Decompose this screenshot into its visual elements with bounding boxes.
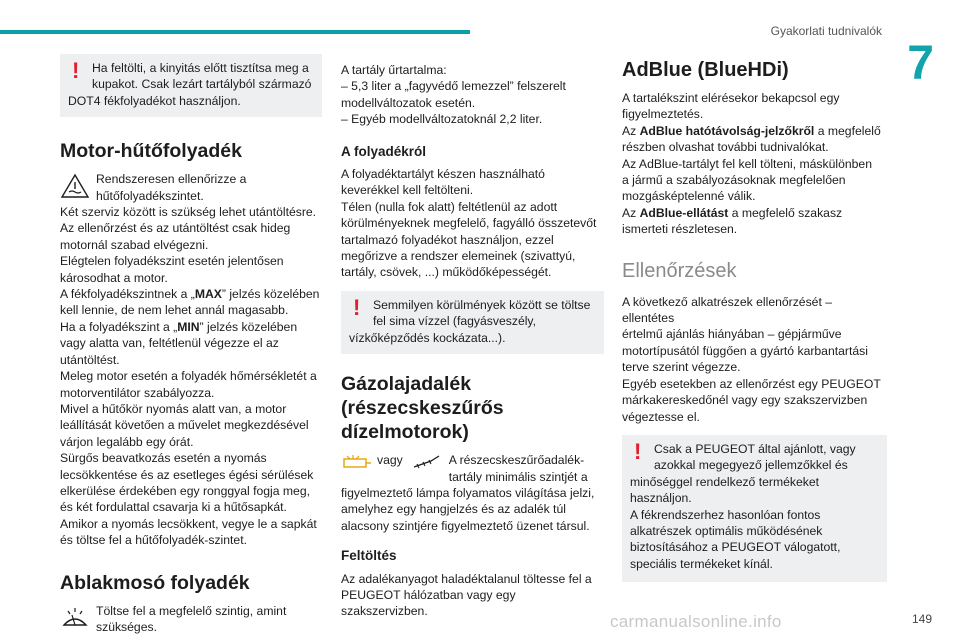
text-span: Az [622,205,640,220]
text-line: Sürgős beavatkozás esetén a nyomás [60,451,267,466]
text-span: Ha a folyadékszint a „ [60,319,178,334]
text-line: értelmű ajánlás hiányában – gépjárműve [622,327,842,342]
text-line: tartály minimális szintjét a [448,469,588,484]
text-line: a jármű a szabályozásoknak megfelelően [622,173,846,188]
max-mark: MAX [194,287,222,302]
text-span: Az [622,123,640,138]
warning-line: fel sima vízzel (fagyásveszély, [373,314,537,329]
text-line: Az adalékanyagot haladéktalanul töltesse fel a [341,571,592,586]
text-line: márkakereskedőnél vagy egy szakszervizben [622,393,868,408]
column-2 [341,54,604,620]
warning-line: kupakot. Csak lezárt tartályból származó [92,77,312,92]
text-line: motorventilátor szabályozza. [60,385,215,400]
text-line [622,205,887,221]
heading-washer-fluid: Ablakmosó folyadék [60,571,250,594]
column-1 [60,54,322,635]
warning-line: Semmilyen körülmények között se töltse [373,297,591,312]
text-line: A folyadéktartályt készen használható [341,167,545,182]
warning-line: DOT4 fékfolyadékot használjon. [68,93,241,108]
heading-line: Gázolajadalék [341,373,472,396]
coolant-note [60,171,322,204]
warning-line: használjon. [630,491,692,506]
warning-icon: ! [353,294,361,320]
text-line: modellváltozatok esetén. [341,95,476,110]
additive-note [341,452,604,485]
section-title: Gyakorlati tudnivalók [770,24,882,38]
coolant-warning-icon [60,173,90,199]
warning-line: biztosításához a PEUGEOT válogatott, [630,540,841,555]
warning-line: Csak a PEUGEOT által ajánlott, vagy [654,441,856,456]
chapter-number: 7 [907,37,934,90]
heading-line: dízelmotorok) [341,421,469,444]
text-span: A fékfolyadékszintnek a „ [60,287,195,302]
text-line: Mivel a hűtőkör nyomás alatt van, a motor [60,401,287,416]
text-line: elkerülése érdekében egy ronggyal fogja meg, [60,483,311,498]
heading-refill: Feltöltés [341,548,397,564]
text-line [60,286,322,302]
text-line: A részecskeszűrőadalék- [448,453,585,468]
text-line: Az AdBlue-tartályt fel kell tölteni, máskülönben [622,156,872,171]
heading-checks: Ellenőrzések [622,259,737,282]
text-line: A tartalékszint elérésekor bekapcsol egy [622,91,840,105]
adblue-supply-ref: AdBlue-ellátást [639,205,729,220]
text-span: ” jelzés közelében [221,287,320,302]
washer-fluid-icon [60,605,90,631]
text-line: Télen (nulla fok alatt) feltétlenül az adott [341,199,558,214]
column-3 [622,54,887,582]
text-line: A tartály űrtartalma: [341,63,447,77]
text-line: károsodhat a motor. [60,270,168,285]
warning-line: speciális termékeket kínál. [630,556,773,571]
text-line: keverékkel kell feltölteni. [341,183,474,198]
warning-box-brake-fluid [60,54,322,117]
warning-line: azokkal megegyező jellemzőkkel és [654,458,848,473]
text-line: megőrizve a rendszer elemeinek (szivattyú, [341,249,576,264]
text-line: tartály, csövek, ...) működőképességét. [341,265,552,280]
heading-adblue: AdBlue (BlueHDi) [622,59,789,81]
warning-icon: ! [634,438,642,464]
text-line: Egyéb esetekben az ellenőrzést egy PEUGEOT [622,376,881,391]
text-line: várjon legalább egy órát. [60,434,194,449]
text-line: motornál szabad elvégezni. [60,237,209,252]
text-line: ismerteti részletesen. [622,222,738,237]
text-line: szükséges. [96,619,157,634]
text-line: terve szerint végezze. [622,360,741,375]
warning-line: minőséggel rendelkező termékeket [630,474,820,489]
text-line: – Egyéb modellváltozatoknál 2,2 liter. [341,112,543,127]
text-line: körülményeknek megfelelő, fagyálló összetevőt [341,216,597,231]
warning-line: alkatrészek optimális működésének [630,523,823,538]
heading-about-fluid: A folyadékról [341,143,427,159]
text-line: kell lennie, de nem lehet annál magasabb. [60,303,289,318]
text-line: és két fordulattal csavarja ki a hűtősapkát. [60,500,287,515]
watermark: carmanualsonline.info [610,612,782,631]
warning-icon: ! [72,58,80,83]
text-line: leállítását követően a művelet megkezdésével [60,418,309,433]
or-label: vagy [377,453,403,468]
text-line [60,319,322,335]
text-line: Az ellenőrzést és az utántöltést csak hideg [60,221,291,236]
text-line: vagy alatta van, feltétlenül végezze el az [60,336,279,351]
text-line: A következő alkatrészek ellenőrzését – ellentétes [622,294,833,326]
text-line: Meleg motor esetén a folyadék hőmérsékletét a [60,369,317,384]
adblue-range-ref: AdBlue hatótávolság-jelzőkről [639,123,815,138]
text-line: figyelmeztetés. [622,107,704,122]
text-line: részben olvashat további tudnivalókat. [622,140,829,155]
text-line: figyelmeztető lámpa folyamatos világítása jelzi, [341,485,595,500]
header-bar [0,30,470,34]
additive-warning-icon-1 [341,452,373,472]
text-line: Amikor a nyomás lecsökkent, vegye le a sapkát [60,516,317,531]
text-line: Két szerviz között is szükség lehet utántöltésre. [60,205,317,220]
text-line: Rendszeresen ellenőrizze a [96,172,247,187]
heading-motor-coolant: Motor-hűtőfolyadék [60,140,242,163]
warning-box-products [622,435,887,582]
text-line: tartalmazó folyadékot használjon, ezzel [341,232,554,247]
text-line: Elégtelen folyadékszint esetén jelentősen [60,254,284,269]
text-span: a megfelelő [814,123,881,138]
text-span: ” jelzés közelében [199,319,298,334]
text-line: végeztesse el. [622,409,700,424]
washer-note [60,603,322,636]
text-line: hűtőfolyadékszintet. [96,188,204,203]
text-line: utántöltést. [60,352,120,367]
warning-line: vízkőképződés kockázata...). [349,330,506,345]
text-line: alacsony szintjére figyelmeztető üzenet társul. [341,518,590,533]
text-line [622,123,887,139]
warning-line: A fékrendszerhez hasonlóan fontos [630,507,821,522]
text-line: PEUGEOT hálózatban vagy egy szakszervizben. [341,587,516,619]
text-line: és töltse fel a hűtőfolyadék-szintet. [60,533,247,548]
min-mark: MIN [177,319,200,334]
warning-line: Ha feltölti, a kinyitás előtt tisztítsa meg a [92,61,309,75]
text-line: – 5,3 liter a „fagyvédő lemezzel” felszerelt [341,79,566,94]
heading-line: (részecskeszűrős [341,397,504,420]
text-span: a megfelelő szakasz [728,205,843,220]
page-number: 149 [911,612,932,626]
text-line: motortípusától függően a gyártó karbantartási [622,343,868,358]
additive-warning-icon-2 [411,452,443,472]
text-line: Töltse fel a megfelelő szintig, amint [96,603,287,618]
text-line: mozgásképtelenné válik. [622,189,756,204]
heading-diesel-additive [341,372,604,444]
text-line: amelyhez egy hangjelzés és az adalék túl [341,502,566,517]
warning-box-water [341,291,604,354]
text-line: lecsökkentése és az esetleges égési sérülések [60,467,314,482]
